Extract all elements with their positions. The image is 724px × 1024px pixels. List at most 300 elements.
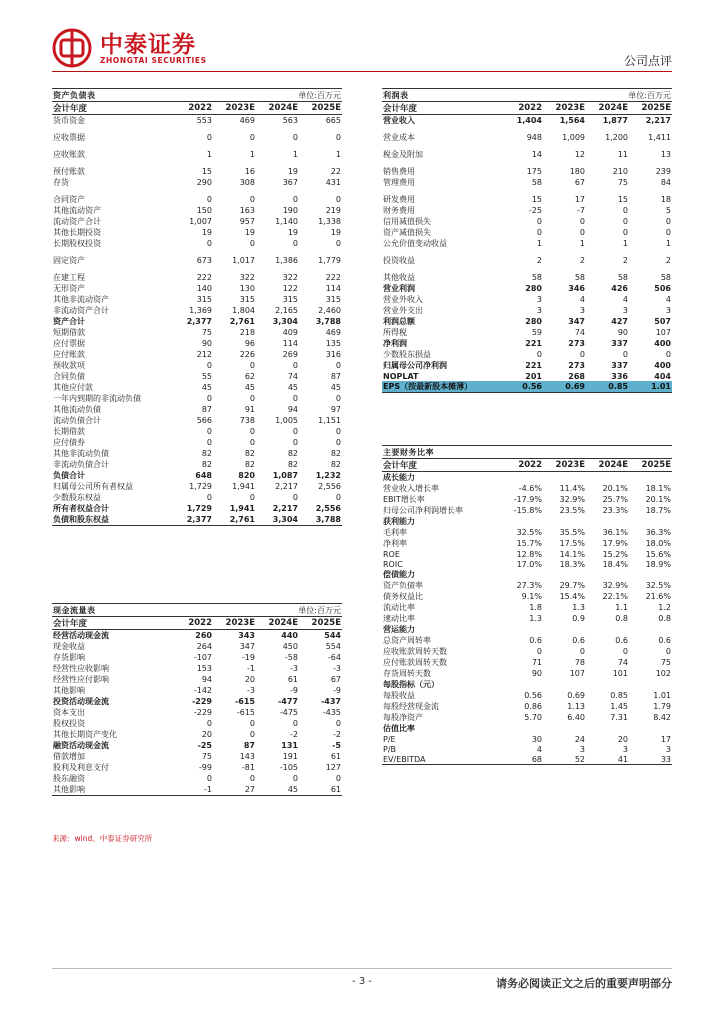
value-cell: 1,200 — [605, 133, 628, 142]
value-cell: 14.1% — [559, 549, 585, 559]
value-cell: 87 — [330, 372, 341, 381]
value-cell: 23.5% — [559, 506, 585, 515]
value-cell: 239 — [655, 167, 671, 176]
table-row — [52, 696, 342, 707]
year-header: 2025E — [299, 102, 342, 115]
header-label: 会计年度 — [52, 617, 170, 630]
row-label: 归属母公司所有者权益 — [53, 482, 133, 491]
value-cell: 150 — [196, 206, 212, 215]
value-cell: 0 — [292, 438, 298, 447]
value-cell: 17.9% — [602, 539, 628, 548]
value-cell: 61 — [287, 675, 298, 684]
value-cell: 0 — [665, 647, 671, 656]
value-cell: 1,369 — [189, 306, 212, 315]
ratios-panel — [382, 445, 672, 765]
value-cell: 0 — [335, 394, 341, 403]
value-cell: 82 — [330, 460, 341, 469]
value-cell: 2,217 — [272, 504, 298, 513]
table-row — [52, 492, 342, 503]
balance-sheet-unit: 单位:百万元 — [298, 91, 341, 100]
value-cell: 3 — [665, 744, 671, 754]
value-cell: -4.6% — [518, 484, 542, 493]
value-cell: -475 — [279, 708, 298, 717]
value-cell: -437 — [320, 697, 341, 706]
value-cell: 0.69 — [543, 381, 586, 393]
value-cell: 347 — [239, 642, 255, 651]
value-cell: 427 — [611, 317, 628, 326]
value-cell: 75 — [660, 658, 671, 667]
row-label: 经营活动现金流 — [53, 631, 109, 640]
value-cell: 75 — [617, 178, 628, 187]
year-header: 2024E — [256, 102, 299, 115]
table-row — [52, 166, 342, 177]
value-cell: 74 — [617, 658, 628, 667]
row-label: 其他应付款 — [53, 383, 93, 392]
value-cell: -2 — [333, 730, 341, 739]
row-label: 应收账款 — [53, 150, 85, 159]
table-row — [52, 382, 342, 393]
table-row — [382, 580, 672, 591]
row-label: 股利及利息支付 — [53, 763, 109, 772]
value-cell: 0.85 — [586, 381, 629, 393]
value-cell: 32.9% — [602, 581, 628, 590]
table-row — [52, 773, 342, 784]
value-cell: 163 — [239, 206, 255, 215]
value-cell: 367 — [282, 178, 298, 187]
value-cell: 1.13 — [567, 702, 585, 711]
value-cell: 1 — [665, 239, 671, 248]
row-label: 速动比率 — [383, 614, 415, 623]
value-cell: 0.69 — [567, 691, 585, 700]
value-cell: 3 — [536, 295, 542, 304]
value-cell: 426 — [611, 284, 628, 293]
table-row — [52, 729, 342, 740]
value-cell: -3 — [247, 686, 255, 695]
income-statement-header-row — [382, 102, 672, 115]
value-cell: 32.9% — [559, 495, 585, 504]
value-cell: 131 — [281, 741, 298, 750]
row-label: 资产减值损失 — [383, 228, 431, 237]
table-row — [52, 641, 342, 652]
value-cell: 18.9% — [645, 559, 671, 569]
value-cell: 1,151 — [318, 416, 341, 425]
value-cell: 0 — [292, 493, 298, 502]
value-cell: 0.9 — [572, 614, 585, 623]
row-label: 借款增加 — [53, 752, 85, 761]
value-cell: 140 — [196, 284, 212, 293]
table-row — [52, 360, 342, 371]
value-cell: 67 — [330, 675, 341, 684]
value-cell: 15.6% — [645, 549, 671, 559]
value-cell: 507 — [654, 317, 671, 326]
value-cell: 101 — [612, 669, 628, 678]
value-cell: 0 — [292, 427, 298, 436]
row-label: 归属母公司净利润 — [383, 361, 447, 370]
income-statement-table — [382, 101, 672, 393]
value-cell: 4 — [665, 295, 671, 304]
value-cell: 12.8% — [516, 549, 542, 559]
value-cell: 1,729 — [189, 482, 212, 491]
value-cell: 315 — [282, 295, 298, 304]
value-cell: 15 — [531, 195, 542, 204]
value-cell: 1 — [206, 150, 212, 159]
value-cell: 3,788 — [315, 317, 341, 326]
income-statement-panel — [382, 88, 672, 393]
value-cell: 58 — [617, 273, 628, 282]
value-cell: 68 — [500, 754, 543, 765]
row-label: 经营性应付影响 — [53, 675, 109, 684]
year-header: 2023E — [213, 617, 256, 630]
value-cell: 3 — [579, 306, 585, 315]
table-row — [52, 630, 342, 642]
value-cell: -25 — [528, 206, 542, 215]
table-row — [382, 538, 672, 549]
value-cell: 337 — [611, 361, 628, 370]
table-row — [382, 216, 672, 227]
value-cell: -229 — [191, 697, 212, 706]
value-cell: 13 — [660, 150, 671, 159]
value-cell: 738 — [239, 416, 255, 425]
page-number: - 3 - — [352, 976, 372, 987]
table-row — [52, 514, 342, 526]
table-row — [382, 238, 672, 249]
value-cell: 0 — [335, 361, 341, 370]
value-cell: 0.6 — [529, 636, 542, 645]
value-cell: 469 — [239, 116, 255, 125]
value-cell: 58 — [660, 273, 671, 282]
row-label: 其他长期投资 — [53, 228, 101, 237]
value-cell: 1.3 — [529, 614, 542, 623]
value-cell: 17.0% — [516, 559, 542, 569]
value-cell: 82 — [244, 449, 255, 458]
value-cell: -2 — [290, 730, 298, 739]
value-cell: -229 — [193, 708, 212, 717]
row-label: 短期借款 — [53, 328, 85, 337]
value-cell: 0 — [206, 394, 212, 403]
balance-sheet-header-row — [52, 102, 342, 115]
value-cell: 0 — [536, 647, 542, 656]
row-label: NOPLAT — [383, 371, 419, 381]
value-cell: 2 — [622, 256, 628, 265]
value-cell: 27.3% — [516, 581, 542, 590]
value-cell: 0 — [579, 217, 585, 226]
row-label: EBIT增长率 — [383, 495, 425, 504]
ratios-title: 主要财务比率 — [383, 448, 434, 457]
row-label: 研发费用 — [383, 195, 415, 204]
table-row — [52, 459, 342, 470]
row-label: 股东融资 — [53, 774, 85, 783]
header-divider — [52, 71, 672, 72]
row-label: 固定资产 — [53, 256, 85, 265]
value-cell: 0 — [622, 350, 628, 359]
value-cell: 45 — [330, 383, 341, 392]
value-cell: -1 — [247, 664, 255, 673]
value-cell: 957 — [239, 217, 255, 226]
value-cell: 11.4% — [559, 484, 585, 493]
value-cell: 20 — [244, 675, 255, 684]
row-label: 投资收益 — [383, 256, 415, 265]
value-cell: 1.2 — [658, 603, 671, 612]
value-cell: 22.1% — [602, 592, 628, 601]
value-cell: 221 — [525, 339, 542, 348]
table-row — [52, 762, 342, 773]
value-cell: 400 — [654, 339, 671, 348]
value-cell: 347 — [568, 317, 585, 326]
value-cell: 0 — [206, 719, 212, 728]
row-label: 股权投资 — [53, 719, 85, 728]
row-label: 信用减值损失 — [383, 217, 431, 226]
table-row — [52, 327, 342, 338]
value-cell: 67 — [574, 178, 585, 187]
value-cell: 74 — [574, 328, 585, 337]
value-cell: 1 — [249, 150, 255, 159]
value-cell: 0 — [536, 350, 542, 359]
source-note: 来源：wind、中泰证券研究所 — [52, 834, 153, 843]
row-label: 管理费用 — [383, 178, 415, 187]
row-label: EPS（按最新股本摊薄） — [382, 381, 500, 393]
balance-sheet-panel — [52, 88, 342, 526]
value-cell: 75 — [201, 752, 212, 761]
value-cell: 3 — [536, 306, 542, 315]
value-cell: 0 — [206, 427, 212, 436]
value-cell: 469 — [325, 328, 341, 337]
value-cell: 15 — [617, 195, 628, 204]
value-cell: 19 — [287, 167, 298, 176]
value-cell: 0.86 — [524, 702, 542, 711]
value-cell: 15.2% — [602, 549, 628, 559]
value-cell: 2,377 — [170, 514, 213, 526]
cash-flow-header-row — [52, 617, 342, 630]
value-cell: 0 — [292, 239, 298, 248]
table-row — [52, 216, 342, 227]
value-cell: 45 — [244, 383, 255, 392]
table-row — [52, 205, 342, 216]
value-cell: 20.1% — [645, 495, 671, 504]
table-row — [52, 685, 342, 696]
value-cell: 0 — [335, 774, 341, 783]
table-row — [52, 426, 342, 437]
value-cell: 553 — [196, 116, 212, 125]
table-row — [382, 227, 672, 238]
value-cell: 0.8 — [615, 614, 628, 623]
table-row — [52, 316, 342, 327]
row-label: 债务权益比 — [383, 592, 423, 601]
value-cell: 27 — [213, 784, 256, 796]
value-cell: 114 — [325, 284, 341, 293]
value-cell: 1,779 — [318, 256, 341, 265]
table-row — [382, 360, 672, 371]
value-cell: 4 — [536, 744, 542, 754]
value-cell: 22 — [330, 167, 341, 176]
value-cell: 21.6% — [645, 592, 671, 601]
value-cell: 201 — [525, 371, 542, 381]
table-row — [382, 635, 672, 646]
value-cell: 566 — [196, 416, 212, 425]
row-label: 负债合计 — [53, 471, 85, 480]
table-row — [52, 393, 342, 404]
value-cell: 0.56 — [500, 381, 543, 393]
value-cell: 97 — [330, 405, 341, 414]
table-row — [52, 751, 342, 762]
value-cell: 0 — [579, 228, 585, 237]
row-label: 货币资金 — [53, 116, 85, 125]
section-row — [382, 679, 672, 690]
row-label: P/B — [383, 744, 397, 754]
value-cell: -58 — [284, 653, 298, 662]
value-cell: 343 — [238, 631, 255, 640]
value-cell: 2,377 — [186, 317, 212, 326]
value-cell: -5 — [332, 741, 341, 750]
table-row — [52, 437, 342, 448]
value-cell: 0 — [292, 774, 298, 783]
value-cell: -7 — [577, 206, 585, 215]
value-cell: 0 — [665, 228, 671, 237]
value-cell: 5.70 — [524, 713, 542, 722]
value-cell: 8.42 — [653, 713, 671, 722]
value-cell: 450 — [282, 642, 298, 651]
table-row — [52, 349, 342, 360]
value-cell: 24 — [574, 734, 585, 744]
value-cell: 82 — [244, 460, 255, 469]
value-cell: 90 — [617, 328, 628, 337]
value-cell: 2 — [536, 256, 542, 265]
value-cell: 0 — [292, 394, 298, 403]
value-cell: 19 — [201, 228, 212, 237]
row-label: 流动资产合计 — [53, 217, 101, 226]
year-header: 2022 — [170, 617, 213, 630]
table-row — [52, 784, 342, 796]
value-cell: 91 — [244, 405, 255, 414]
value-cell: 1,564 — [559, 116, 585, 125]
row-label: 毛利率 — [383, 528, 407, 537]
value-cell: 58 — [531, 273, 542, 282]
row-label: 应付票据 — [53, 339, 85, 348]
table-row — [382, 205, 672, 216]
year-header: 2025E — [629, 102, 672, 115]
value-cell: 2 — [579, 256, 585, 265]
footer-divider — [52, 968, 672, 969]
value-cell: 61 — [299, 784, 342, 796]
value-cell: 0 — [335, 133, 341, 142]
value-cell: 0 — [292, 719, 298, 728]
value-cell: 0 — [335, 438, 341, 447]
row-label: 应付账款 — [53, 350, 85, 359]
value-cell: 2,556 — [315, 504, 341, 513]
value-cell: -435 — [322, 708, 341, 717]
brand-name-en: ZHONGTAI SECURITIES — [100, 56, 207, 65]
row-label: ROIC — [383, 559, 403, 569]
row-label: 其他长期资产变化 — [53, 730, 117, 739]
section-row — [382, 569, 672, 580]
value-cell: 0 — [622, 647, 628, 656]
page-header — [0, 0, 724, 76]
value-cell: 191 — [282, 752, 298, 761]
value-cell: 0 — [622, 217, 628, 226]
value-cell: 0 — [665, 350, 671, 359]
year-header: 2022 — [170, 102, 213, 115]
value-cell: 14 — [531, 150, 542, 159]
value-cell: 122 — [282, 284, 298, 293]
balance-sheet-title: 资产负债表 — [53, 91, 96, 100]
value-cell: 1,232 — [315, 471, 341, 480]
value-cell: -105 — [279, 763, 298, 772]
value-cell: 264 — [196, 642, 212, 651]
value-cell: 20.1% — [602, 484, 628, 493]
value-cell: 36.1% — [602, 528, 628, 537]
table-row — [382, 505, 672, 516]
value-cell: 315 — [239, 295, 255, 304]
value-cell: 58 — [531, 178, 542, 187]
value-cell: 0 — [292, 195, 298, 204]
table-row — [382, 115, 672, 127]
table-row — [382, 283, 672, 294]
value-cell: 409 — [282, 328, 298, 337]
value-cell: 346 — [568, 284, 585, 293]
value-cell: 0 — [292, 133, 298, 142]
value-cell: 0 — [206, 438, 212, 447]
value-cell: 35.5% — [559, 528, 585, 537]
value-cell: 0 — [579, 647, 585, 656]
value-cell: 0 — [335, 427, 341, 436]
value-cell: 544 — [324, 631, 341, 640]
value-cell: 18.4% — [602, 559, 628, 569]
value-cell: 280 — [525, 317, 542, 326]
row-label: 资本支出 — [53, 708, 85, 717]
value-cell: 17 — [660, 734, 671, 744]
value-cell: 1,140 — [275, 217, 298, 226]
value-cell: 1,877 — [602, 116, 628, 125]
row-label: 所得税 — [383, 328, 407, 337]
value-cell: 7.31 — [610, 713, 628, 722]
value-cell: 280 — [525, 284, 542, 293]
row-label: 总资产周转率 — [383, 636, 431, 645]
value-cell: 404 — [654, 371, 671, 381]
value-cell: -477 — [277, 697, 298, 706]
value-cell: 2,556 — [318, 482, 341, 491]
row-label: 融资活动现金流 — [53, 741, 109, 750]
table-row — [382, 734, 672, 744]
table-row — [382, 613, 672, 624]
value-cell: 260 — [195, 631, 212, 640]
table-row — [382, 701, 672, 712]
value-cell: 0 — [206, 774, 212, 783]
row-label: 无形资产 — [53, 284, 85, 293]
value-cell: 1,941 — [229, 504, 255, 513]
value-cell: 0.56 — [524, 691, 542, 700]
value-cell: 2,217 — [275, 482, 298, 491]
value-cell: 2 — [665, 256, 671, 265]
table-row — [382, 194, 672, 205]
value-cell: 18.1% — [645, 484, 671, 493]
year-header: 2025E — [299, 617, 342, 630]
value-cell: 55 — [201, 372, 212, 381]
row-label: 合同资产 — [53, 195, 85, 204]
value-cell: 20 — [617, 734, 628, 744]
value-cell: 222 — [325, 273, 341, 282]
row-label: 应收票据 — [53, 133, 85, 142]
value-cell: 190 — [282, 206, 298, 215]
value-cell: 1 — [292, 150, 298, 159]
value-cell: 0 — [249, 719, 255, 728]
table-row — [382, 646, 672, 657]
table-row — [382, 149, 672, 160]
table-row — [52, 115, 342, 127]
value-cell: 78 — [574, 658, 585, 667]
section-row — [382, 516, 672, 527]
year-header: 2022 — [500, 459, 543, 472]
value-cell: 82 — [201, 460, 212, 469]
row-label: 负债和股东权益 — [52, 514, 170, 526]
